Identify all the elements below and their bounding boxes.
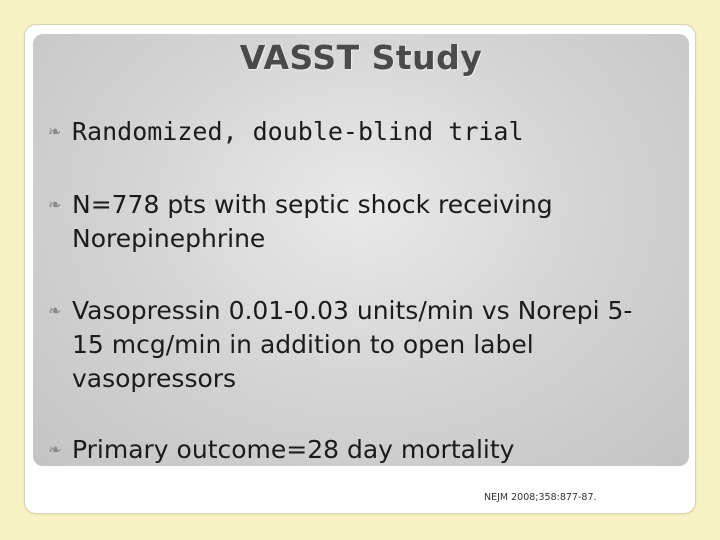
bullet-text: Primary outcome=28 day mortality <box>72 435 515 464</box>
citation: NEJM 2008;358:877-87. <box>484 492 597 503</box>
bullet-item <box>48 294 668 396</box>
bullet-text: Randomized, double-blind trial <box>72 117 524 146</box>
bullet-leaf-icon: ❧ <box>48 301 62 320</box>
bullet-text: N=778 pts with septic shock receiving Norepinephrine <box>72 190 553 253</box>
bullet-text: Vasopressin 0.01-0.03 units/min vs Norepi 5-15 mcg/min in addition to open label vasopressors <box>72 296 633 393</box>
slide-title: VASST Study <box>239 38 483 77</box>
bullet-item <box>48 188 648 256</box>
bullet-item <box>48 433 668 467</box>
bullet-leaf-icon: ❧ <box>48 440 62 459</box>
bullet-leaf-icon: ❧ <box>48 122 62 141</box>
bullet-item <box>48 115 668 149</box>
bullet-leaf-icon: ❧ <box>48 195 62 214</box>
